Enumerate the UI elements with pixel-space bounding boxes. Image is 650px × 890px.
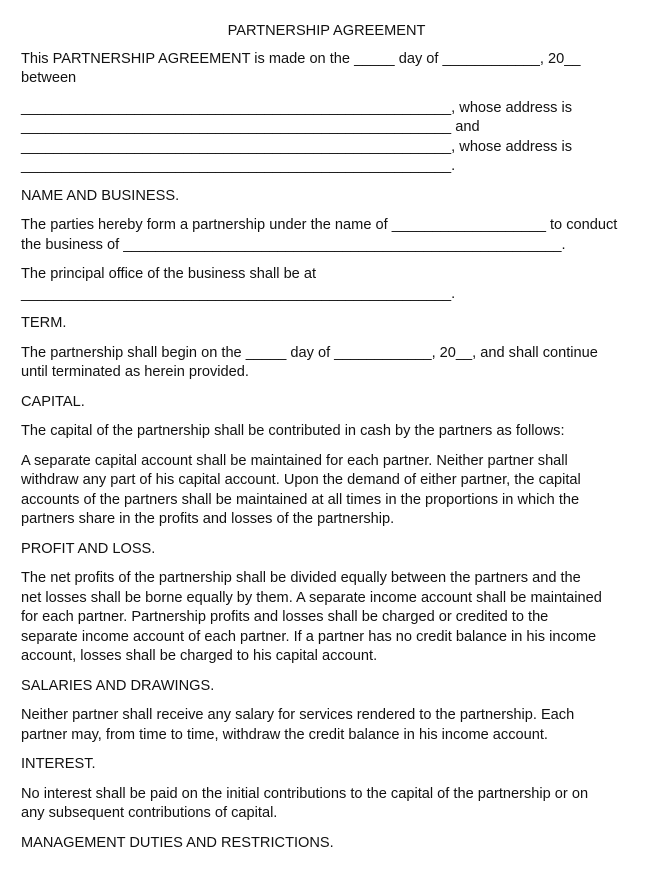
paragraph-line: for each partner. Partnership profits and losses shall be charged or credited to the bbox=[21, 609, 549, 625]
section-heading-profit-loss: PROFIT AND LOSS. bbox=[21, 540, 156, 557]
section-heading-term: TERM. bbox=[21, 315, 67, 331]
paragraph-line: withdraw any part of his capital account. Upon the demand of either partner, the capital bbox=[21, 472, 581, 488]
paragraph-line: The partnership shall begin on the _____ day of ____________, 20__, and shall continue bbox=[21, 344, 598, 361]
paragraph-line: any subsequent contributions of capital. bbox=[21, 805, 278, 821]
paragraph-line: separate income account of each partner. If a partner has no credit balance in his income bbox=[21, 628, 597, 645]
section-heading-capital: CAPITAL. bbox=[21, 393, 85, 410]
capital-paragraph-1 bbox=[21, 422, 632, 442]
paragraph-line: No interest shall be paid on the initial contributions to the capital of the partnership or on bbox=[21, 785, 589, 802]
intro-paragraph bbox=[21, 50, 632, 89]
paragraph-line: the business of ______________________________________________________. bbox=[21, 236, 566, 253]
paragraph-line: The capital of the partnership shall be contributed in cash by the partners as follows: bbox=[21, 423, 565, 439]
party-line: _____________________________________________________. bbox=[21, 158, 456, 174]
principal-office-paragraph bbox=[21, 265, 632, 304]
paragraph-line: A separate capital account shall be maintained for each partner. Neither partner shall bbox=[21, 452, 568, 469]
paragraph-line: accounts of the partners shall be maintained at all times in the proportions in which the bbox=[21, 491, 580, 508]
paragraph-line: until terminated as herein provided. bbox=[21, 364, 249, 380]
party-line: _____________________________________________________, whose address is bbox=[21, 138, 573, 155]
paragraph-line: account, losses shall be charged to his capital account. bbox=[21, 648, 378, 664]
paragraph-line: net losses shall be borne equally by them. A separate income account shall be maintained bbox=[21, 589, 602, 606]
parties-block bbox=[21, 99, 632, 177]
profit-loss-paragraph bbox=[21, 569, 632, 667]
interest-paragraph bbox=[21, 785, 632, 824]
section-heading-name-business: NAME AND BUSINESS. bbox=[21, 187, 180, 204]
salaries-paragraph bbox=[21, 706, 632, 745]
section-heading-interest: INTEREST. bbox=[21, 756, 96, 772]
name-business-paragraph bbox=[21, 216, 632, 255]
paragraph-line: The parties hereby form a partnership under the name of ___________________ to conduct bbox=[21, 217, 618, 233]
intro-line: This PARTNERSHIP AGREEMENT is made on the _____ day of ____________, 20__ bbox=[21, 50, 581, 67]
section-heading-salaries: SALARIES AND DRAWINGS. bbox=[21, 677, 215, 694]
paragraph-line: The net profits of the partnership shall be divided equally between the partners and the bbox=[21, 570, 581, 586]
paragraph-line: partners share in the profits and losses of the partnership. bbox=[21, 511, 395, 527]
paragraph-line: _____________________________________________________. bbox=[21, 285, 456, 302]
section-heading-management: MANAGEMENT DUTIES AND RESTRICTIONS. bbox=[21, 834, 334, 851]
party-line: _____________________________________________________ and bbox=[21, 119, 480, 135]
paragraph-line: The principal office of the business shall be at bbox=[21, 266, 317, 282]
party-line: _____________________________________________________, whose address is bbox=[21, 99, 573, 116]
intro-line: between bbox=[21, 70, 77, 86]
paragraph-line: Neither partner shall receive any salary for services rendered to the partnership. Each bbox=[21, 707, 575, 723]
capital-paragraph-2 bbox=[21, 452, 632, 530]
document-title: PARTNERSHIP AGREEMENT bbox=[227, 23, 426, 39]
term-paragraph bbox=[21, 344, 632, 383]
paragraph-line: partner may, from time to time, withdraw the credit balance in his income account. bbox=[21, 726, 548, 743]
